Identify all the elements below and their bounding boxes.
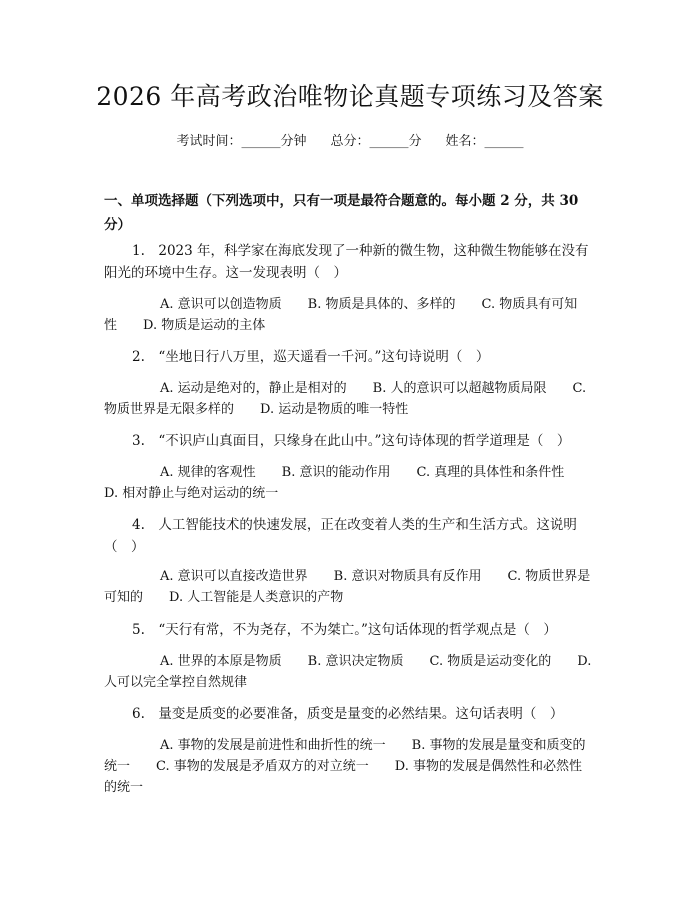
option-c: C. 物质世界是可知的 [104,569,591,605]
section-heading: 一、单项选择题（下列选项中，只有一项是最符合题意的。每小题 2 分，共 30 分） [104,193,579,233]
question-options [104,651,594,693]
question-stem: 5. “天行有常，不为尧存，不为桀亡。”这句话体现的哲学观点是（ ） [132,622,557,638]
question-options [104,462,594,504]
question-stem: 3. “不识庐山真面目，只缘身在此山中。”这句诗体现的哲学道理是（ ） [132,433,571,449]
option-a: A. 意识可以直接改造世界 [160,569,308,584]
question-stem: 2. “坐地日行八万里，巡天遥看一千河。”这句诗说明（ ） [132,349,490,365]
option-d: D. 事物的发展是偶然性和必然性的统一 [104,759,582,795]
option-b: B. 意识决定物质 [307,654,404,669]
exam-time-field: 考试时间：______分钟 [176,134,307,149]
question-options [104,378,594,420]
option-c: C. 物质具有可知性 [104,297,578,333]
option-c: C. 事物的发展是矛盾双方的对立统一 [156,759,369,774]
student-name-field: 姓名：______ [445,134,524,149]
exam-info-line [0,133,700,151]
option-d: D. 运动是物质的唯一特性 [260,402,409,417]
option-d: D. 物质是运动的主体 [143,318,266,333]
question-stem: 1. 2023 年，科学家在海底发现了一种新的微生物，这种微生物能够在没有阳光的环境中生存。这一发现表明（ ） [104,243,589,281]
question-options [104,294,594,336]
question-options [104,566,594,608]
question-options [104,735,594,798]
option-b: B. 人的意识可以超越物质局限 [372,381,547,396]
total-score-field: 总分：______分 [330,134,422,149]
option-d: D. 相对静止与绝对运动的统一 [104,486,279,501]
option-c: C. 物质世界是无限多样的 [104,381,587,417]
page-title: 2026 年高考政治唯物论真题专项练习及答案 [96,82,604,111]
option-c: C. 真理的具体性和条件性 [416,465,565,480]
option-a: A. 世界的本原是物质 [160,654,282,669]
option-b: B. 事物的发展是量变和质变的统一 [104,738,586,774]
question-stem: 6. 量变是质变的必要准备，质变是量变的必然结果。这句话表明（ ） [132,706,564,722]
option-a: A. 运动是绝对的，静止是相对的 [160,381,347,396]
option-b: B. 意识对物质具有反作用 [333,569,482,584]
option-d: D. 人可以完全掌控自然规律 [104,654,592,690]
option-b: B. 物质是具体的、多样的 [307,297,456,312]
question-stem: 4. 人工智能技术的快速发展，正在改变着人类的生产和生活方式。这说明（ ） [104,517,577,555]
option-b: B. 意识的能动作用 [281,465,391,480]
option-a: A. 事物的发展是前进性和曲折性的统一 [160,738,386,753]
option-c: C. 物质是运动变化的 [429,654,552,669]
option-a: A. 规律的客观性 [160,465,256,480]
option-d: D. 人工智能是人类意识的产物 [169,590,344,605]
option-a: A. 意识可以创造物质 [160,297,282,312]
